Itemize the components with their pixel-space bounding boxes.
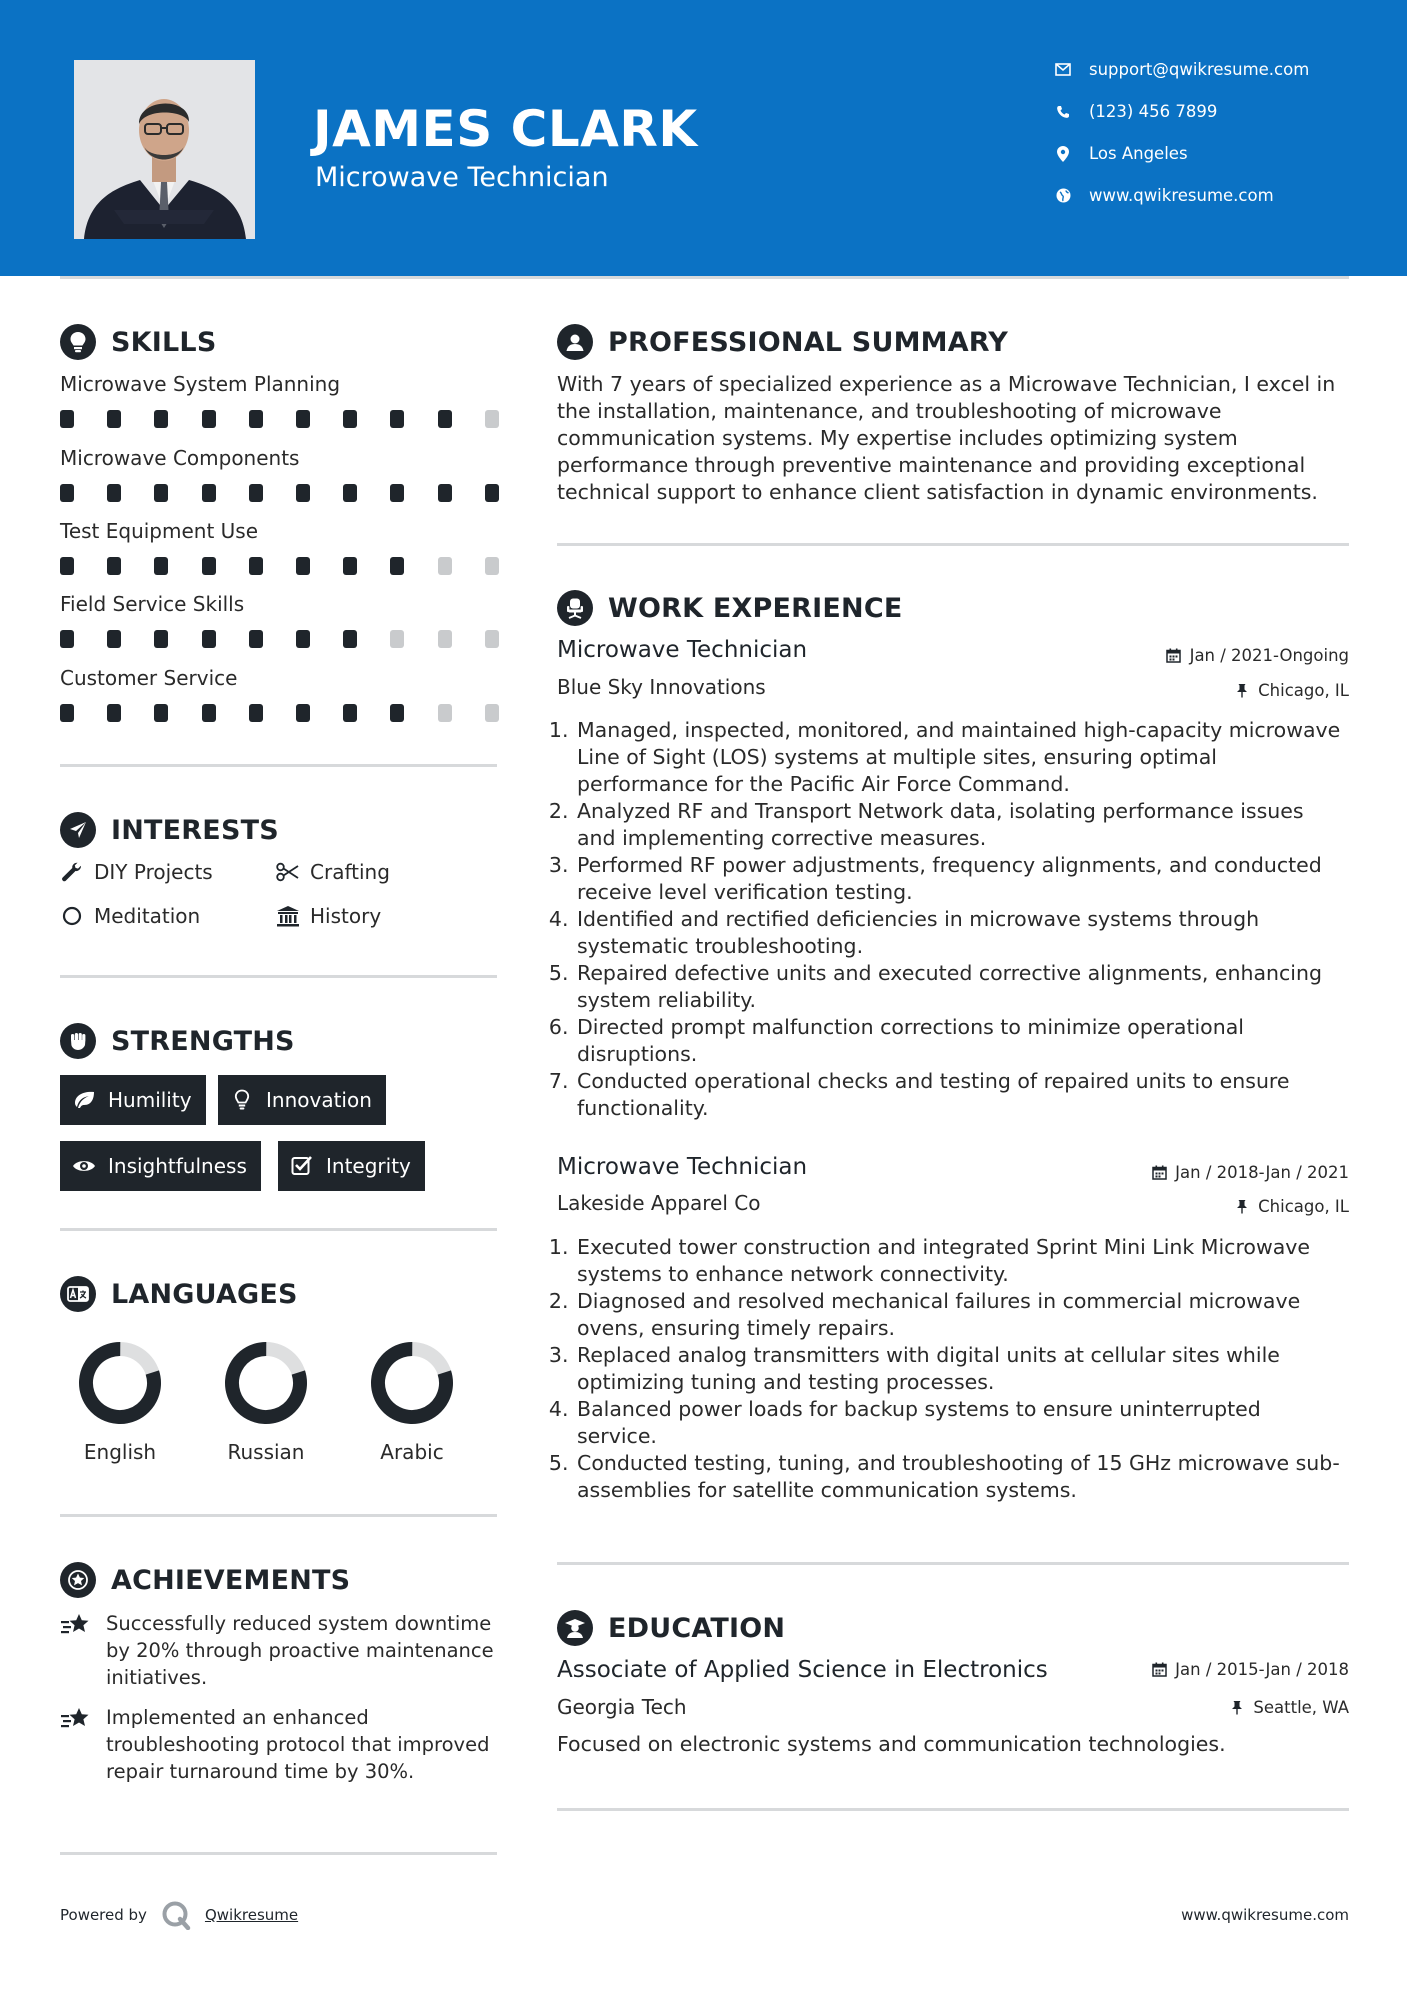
- skill-dot: [107, 410, 121, 428]
- envelope-icon: [1055, 62, 1071, 78]
- map-pin-icon: [1055, 146, 1071, 162]
- contact-website-text: www.qwikresume.com: [1089, 186, 1274, 205]
- shooting-star-icon: [60, 1706, 92, 1734]
- summary-title: PROFESSIONAL SUMMARY: [608, 326, 1009, 358]
- skill-dot: [202, 630, 216, 648]
- education-heading: [557, 1610, 785, 1646]
- job-dates-text: Jan / 2018-Jan / 2021: [1175, 1163, 1349, 1182]
- languages-title: LANGUAGES: [111, 1278, 298, 1310]
- skill-label: Field Service Skills: [60, 592, 245, 616]
- section-divider: [557, 1808, 1349, 1811]
- skill-dot: [60, 410, 74, 428]
- skill-dot: [390, 484, 404, 502]
- job-bullet: 3. Performed RF power adjustments, frequency alignments, and conducted receive level verification testing.: [575, 852, 1347, 906]
- skill-dot: [485, 557, 499, 575]
- job-bullets: [557, 717, 1347, 1122]
- skill-dot: [296, 484, 310, 502]
- skill-dot: [60, 484, 74, 502]
- profile-photo: [74, 60, 255, 239]
- language-item: [352, 1338, 472, 1464]
- skill-dot: [202, 557, 216, 575]
- skill-dot: [390, 630, 404, 648]
- education-school: Georgia Tech: [557, 1695, 687, 1719]
- strengths-heading: [60, 1023, 295, 1059]
- skill-dot: [343, 630, 357, 648]
- education-degree: Associate of Applied Science in Electronics: [557, 1657, 1048, 1683]
- skill-dot: [485, 630, 499, 648]
- ring-fill: [369, 1340, 455, 1426]
- strength-label: Innovation: [266, 1088, 372, 1112]
- achievement-item: [60, 1704, 500, 1785]
- job-location: [1234, 1197, 1349, 1216]
- skill-dot: [60, 557, 74, 575]
- skill-rating: [60, 630, 500, 648]
- skill-dot: [343, 704, 357, 722]
- section-divider: [557, 543, 1349, 546]
- skill-dot: [438, 704, 452, 722]
- skill-dot: [249, 484, 263, 502]
- pushpin-icon: [1234, 683, 1250, 699]
- strengths-title: STRENGTHS: [111, 1025, 295, 1057]
- interest-item: [60, 860, 213, 884]
- strength-label: Integrity: [326, 1154, 411, 1178]
- achievement-text: Successfully reduced system downtime by 20% through proactive maintenance initiatives.: [106, 1612, 494, 1689]
- education-description: Focused on electronic systems and communication technologies.: [557, 1732, 1226, 1756]
- section-divider: [60, 764, 497, 767]
- calendar-icon: [1166, 648, 1182, 664]
- skill-dot: [296, 630, 310, 648]
- skill-rating: [60, 557, 500, 575]
- skill-dot: [60, 704, 74, 722]
- section-divider: [60, 975, 497, 978]
- skill-row: [60, 372, 500, 428]
- education-dates: [1151, 1660, 1349, 1679]
- job-location: [1234, 681, 1349, 700]
- footer-website[interactable]: www.qwikresume.com: [1181, 1906, 1349, 1924]
- skills-heading: [60, 324, 216, 360]
- job-bullet: 4. Identified and rectified deficiencies in microwave systems through systematic troubleshooting.: [575, 906, 1347, 960]
- job-bullet: 5. Repaired defective units and executed corrective alignments, enhancing system reliability.: [575, 960, 1347, 1014]
- job-bullet: 2. Analyzed RF and Transport Network data, isolating performance issues and implementing corrective measures.: [575, 798, 1347, 852]
- eye-icon: [72, 1154, 96, 1178]
- job-title: Microwave Technician: [557, 1154, 808, 1180]
- skill-label: Microwave System Planning: [60, 372, 341, 396]
- ring-fill: [223, 1340, 309, 1426]
- powered-by-label: Powered by: [60, 1906, 147, 1924]
- interest-label: History: [310, 904, 382, 928]
- skill-dot: [343, 410, 357, 428]
- job-bullet: 7. Conducted operational checks and testing of repaired units to ensure functionality.: [575, 1068, 1347, 1122]
- resume-header: [0, 0, 1407, 276]
- header-divider: [60, 276, 1349, 279]
- skill-label: Test Equipment Use: [60, 519, 259, 543]
- job-location-text: Chicago, IL: [1258, 1197, 1349, 1216]
- contact-phone-text: (123) 456 7899: [1089, 102, 1218, 121]
- strength-chip: [278, 1141, 425, 1191]
- skill-dot: [296, 410, 310, 428]
- skill-label: Microwave Components: [60, 446, 300, 470]
- interest-item: [60, 904, 200, 928]
- contact-website[interactable]: [1055, 186, 1274, 205]
- strength-chip: [60, 1075, 206, 1125]
- skill-dot: [107, 484, 121, 502]
- job-bullet: 6. Directed prompt malfunction corrections to minimize operational disruptions.: [575, 1014, 1347, 1068]
- skill-dot: [485, 410, 499, 428]
- job-bullets: [557, 1234, 1347, 1504]
- language-proficiency-ring: [367, 1338, 457, 1428]
- skill-dot: [154, 557, 168, 575]
- strength-chip: [60, 1141, 261, 1191]
- job-bullet: 5. Conducted testing, tuning, and troubleshooting of 15 GHz microwave sub-assemblies for satellite communication systems.: [575, 1450, 1347, 1504]
- skill-dot: [438, 630, 452, 648]
- footer-brand-link[interactable]: Qwikresume: [204, 1906, 299, 1924]
- graduate-icon: [557, 1610, 593, 1646]
- contact-email[interactable]: [1055, 60, 1309, 79]
- skill-dot: [390, 704, 404, 722]
- skill-dot: [249, 630, 263, 648]
- footer-powered-by: [60, 1900, 298, 1930]
- language-proficiency-ring: [75, 1338, 165, 1428]
- experience-title: WORK EXPERIENCE: [608, 592, 903, 624]
- education-title: EDUCATION: [608, 1612, 786, 1644]
- contact-location-text: Los Angeles: [1089, 144, 1188, 163]
- interest-label: Meditation: [94, 904, 201, 928]
- skill-rating: [60, 410, 500, 428]
- skill-dot: [296, 557, 310, 575]
- skill-row: [60, 446, 500, 502]
- calendar-icon: [1151, 1165, 1167, 1181]
- skill-row: [60, 519, 500, 575]
- paper-plane-icon: [60, 812, 96, 848]
- wrench-icon: [60, 860, 84, 884]
- skill-dot: [154, 410, 168, 428]
- museum-icon: [276, 904, 300, 928]
- language-label: English: [83, 1440, 157, 1464]
- achievements-title: ACHIEVEMENTS: [111, 1564, 351, 1596]
- calendar-icon: [1151, 1662, 1167, 1678]
- section-divider: [60, 1852, 497, 1855]
- globe-icon: [1055, 188, 1071, 204]
- office-chair-icon: [557, 590, 593, 626]
- section-divider: [557, 1562, 1349, 1565]
- job-bullet: 1. Executed tower construction and integrated Sprint Mini Link Microwave systems to enhance network connectivity.: [575, 1234, 1347, 1288]
- interest-item: [276, 904, 381, 928]
- job-bullet: 1. Managed, inspected, monitored, and maintained high-capacity microwave Line of Sight (LOS) systems at multiple sites, ensuring optimal performance for the Pacific Air Force Command.: [575, 717, 1347, 798]
- skill-dot: [296, 704, 310, 722]
- qwikresume-logo-icon: [161, 1900, 193, 1930]
- languages-heading: [60, 1276, 298, 1312]
- strength-label: Humility: [108, 1088, 192, 1112]
- education-location-text: Seattle, WA: [1253, 1698, 1349, 1717]
- check-square-icon: [290, 1154, 314, 1178]
- interests-heading: [60, 812, 279, 848]
- contact-location: [1055, 144, 1188, 163]
- skill-label: Customer Service: [60, 666, 238, 690]
- achievement-text: Implemented an enhanced troubleshooting protocol that improved repair turnaround time by 30%.: [106, 1706, 490, 1783]
- skill-dot: [485, 484, 499, 502]
- strength-label: Insightfulness: [108, 1154, 247, 1178]
- contact-phone[interactable]: [1055, 102, 1217, 121]
- user-icon: [557, 324, 593, 360]
- candidate-name: JAMES CLARK: [313, 100, 698, 158]
- fist-icon: [60, 1023, 96, 1059]
- pushpin-icon: [1234, 1199, 1250, 1215]
- skill-dot: [202, 704, 216, 722]
- education-dates-text: Jan / 2015-Jan / 2018: [1175, 1660, 1349, 1679]
- job-bullet: 3. Replaced analog transmitters with digital units at cellular sites while optimizing tuning and testing processes.: [575, 1342, 1347, 1396]
- skill-dot: [202, 484, 216, 502]
- skill-dot: [438, 484, 452, 502]
- skill-dot: [60, 630, 74, 648]
- job-company: Blue Sky Innovations: [557, 675, 766, 699]
- job-bullet: 4. Balanced power loads for backup systems to ensure uninterrupted service.: [575, 1396, 1347, 1450]
- ring-fill: [77, 1340, 163, 1426]
- interest-label: DIY Projects: [94, 860, 213, 884]
- job-dates-text: Jan / 2021-Ongoing: [1189, 646, 1349, 665]
- language-item: [60, 1338, 180, 1464]
- skill-dot: [343, 557, 357, 575]
- skill-dot: [249, 557, 263, 575]
- interest-label: Crafting: [310, 860, 390, 884]
- contact-email-text: support@qwikresume.com: [1089, 60, 1310, 79]
- scissors-icon: [276, 860, 300, 884]
- language-label: Russian: [227, 1440, 305, 1464]
- job-dates: [1151, 1163, 1349, 1182]
- candidate-title: Microwave Technician: [315, 162, 609, 193]
- skill-rating: [60, 484, 500, 502]
- section-divider: [60, 1514, 497, 1517]
- skill-dot: [390, 410, 404, 428]
- skill-dot: [390, 557, 404, 575]
- star-badge-icon: [60, 1562, 96, 1598]
- summary-heading: [557, 324, 1008, 360]
- skill-dot: [249, 704, 263, 722]
- language-proficiency-ring: [221, 1338, 311, 1428]
- skill-dot: [438, 557, 452, 575]
- job-bullet: 2. Diagnosed and resolved mechanical failures in commercial microwave ovens, ensuring timely repairs.: [575, 1288, 1347, 1342]
- skill-dot: [107, 704, 121, 722]
- strength-chip: [218, 1075, 386, 1125]
- job-title: Microwave Technician: [557, 637, 808, 663]
- section-divider: [60, 1228, 497, 1231]
- skill-dot: [249, 410, 263, 428]
- lightbulb-icon: [60, 324, 96, 360]
- leaf-icon: [72, 1088, 96, 1112]
- skill-dot: [154, 484, 168, 502]
- skill-dot: [343, 484, 357, 502]
- phone-icon: [1055, 104, 1071, 120]
- skill-rating: [60, 704, 500, 722]
- skill-dot: [154, 630, 168, 648]
- pushpin-icon: [1229, 1700, 1245, 1716]
- language-item: [206, 1338, 326, 1464]
- skills-title: SKILLS: [111, 326, 217, 358]
- language-label: Arabic: [380, 1440, 444, 1464]
- achievement-item: [60, 1610, 500, 1691]
- skill-dot: [438, 410, 452, 428]
- skill-dot: [154, 704, 168, 722]
- summary-text: With 7 years of specialized experience as a Microwave Technician, I excel in the installation, maintenance, and troubleshooting of microwave communication systems. My expertise includes optimizing system performance through preventive maintenance and providing exceptional technical support to enhance client satisfaction in dynamic environments.: [557, 372, 1336, 504]
- job-company: Lakeside Apparel Co: [557, 1191, 761, 1215]
- skill-dot: [202, 410, 216, 428]
- skill-dot: [107, 630, 121, 648]
- skill-dot: [107, 557, 121, 575]
- job-dates: [1166, 646, 1349, 665]
- lightbulb-icon: [230, 1088, 254, 1112]
- job-location-text: Chicago, IL: [1258, 681, 1349, 700]
- shooting-star-icon: [60, 1612, 92, 1640]
- skill-row: [60, 666, 500, 722]
- language-icon: [60, 1276, 96, 1312]
- circle-icon: [60, 904, 84, 928]
- experience-heading: [557, 590, 902, 626]
- skill-row: [60, 592, 500, 648]
- achievements-heading: [60, 1562, 350, 1598]
- interests-title: INTERESTS: [111, 814, 279, 846]
- interest-item: [276, 860, 390, 884]
- education-location: [1229, 1698, 1349, 1717]
- skill-dot: [485, 704, 499, 722]
